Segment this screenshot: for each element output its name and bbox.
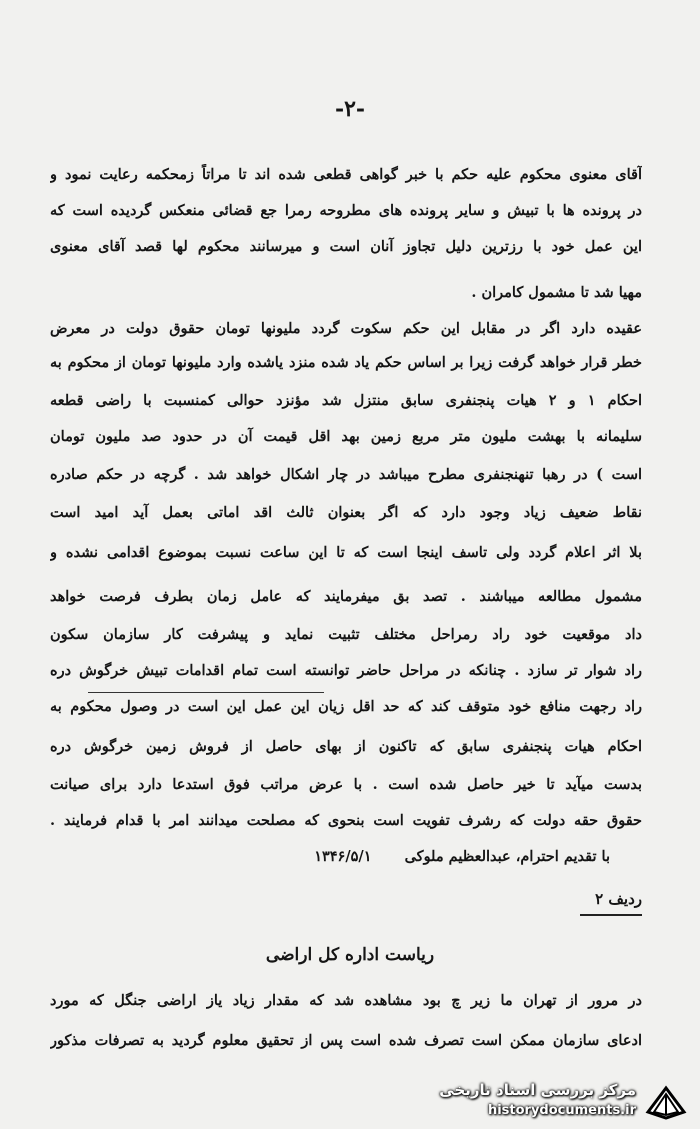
section-line: در مرور از تهران ما زیر چ بود مشاهده شد که مقدار زیاد یاز اراضی جنگل که مورد: [50, 992, 642, 1009]
body-line: بلا اثر اعلام گردد ولی تاسف اینجا است که تا این ساعت نسبت بموضوع اقدامی نشده و: [50, 544, 642, 561]
body-line: بدست میآید تا خیر حاصل شده است . با عرض مراتب فوق استدعا دارد برای صیانت: [50, 776, 642, 793]
watermark-logo: [420, 1080, 688, 1124]
body-line: در پرونده ها با تبیش و سایر پرونده های مطروحه رمرا جع قضائی منعکس گردیده است که: [50, 202, 642, 219]
body-line: نقاط ضعیف زیاد وجود دارد که اگر بعنوان ثالث اقد اماتی بعمل آید امید است: [50, 504, 642, 521]
watermark-url: historydocuments.ir: [487, 1103, 636, 1118]
signature-closing: با تقدیم احترام، عبدالعظیم ملوکی: [404, 848, 610, 865]
section-heading: ریاست اداره کل اراضی: [265, 945, 435, 965]
section-line: ادعای سازمان ممکن است تصرف شده است پس از تحقیق معلوم گردید به تصرفات مذکور: [50, 1032, 642, 1049]
attachment-label: ردیف ۲: [595, 890, 642, 908]
body-line: مهیا شد تا مشمول کامران .: [471, 284, 642, 301]
body-line: راد رجهت منافع خود متوقف کند که حد اقل زیان این عمل این است در وصول محکوم به: [50, 698, 642, 715]
body-line: آقای معنوی محکوم علیه حکم با خبر گواهی قطعی شده اند تا مراتاً زمحکمه رعایت نمود و: [50, 166, 642, 183]
body-line: سلیمانه با بهشت ملیون متر مربع زمین بهد اقل قیمت آن در حدود صد ملیون تومان: [50, 428, 642, 445]
body-line: مشمول مطالعه میباشند . تصد بق میفرمایند که عامل زمان بطرف فرصت خواهد: [50, 588, 642, 605]
body-line: است ) در رهبا تنهنجنفری مطرح میباشد در چار اشکال خواهد شد . گرچه در حکم صادره: [50, 466, 642, 483]
page-number: -۲-: [334, 96, 366, 122]
body-line: خطر قرار خواهد گرفت زیرا بر اساس حکم یاد شده منزد یاشده وارد ملیونها تومان از محکوم به: [50, 354, 642, 371]
attachment-underline: [580, 914, 642, 916]
body-line: احکام هیات پنجنفری سابق که تاکنون از بهای حاصل از فروش زمین خرگوش دره: [50, 738, 642, 755]
book-logo-icon: [644, 1082, 688, 1122]
watermark-title: مرکز بررسی اسناد تاریخی: [439, 1081, 636, 1099]
body-line: حقوق حقه دولت که رشرف تفویت است بنحوی که مصلحت میدانند امر با قدام فرمایند .: [50, 812, 642, 829]
body-line: این عمل خود با رزترین دلیل تجاوز آنان است و میرسانند محکوم لها قصد آقای معنوی: [50, 238, 642, 255]
body-line: احکام ۱ و ۲ هیات پنجنفری سابق منتزل شد مؤنزد حوالی کمنسبت با راضی قطعه: [50, 392, 642, 409]
signature-line: [314, 848, 610, 865]
body-line: راد شوار تر سازد . چنانکه در مراحل حاضر توانسته است تمام اقدامات تبیش خرگوش دره: [50, 662, 642, 679]
signature-date: ۱۳۴۶/۵/۱: [314, 848, 372, 865]
body-line: داد موقعیت خود راد رمراحل مختلف تثبیت نماید و پیشرفت کار سازمان سکون: [50, 626, 642, 643]
handwritten-underline: [88, 692, 324, 693]
body-line: عقیده دارد اگر در مقابل این حکم سکوت گردد ملیونها تومان حقوق دولت در معرض: [50, 320, 642, 337]
